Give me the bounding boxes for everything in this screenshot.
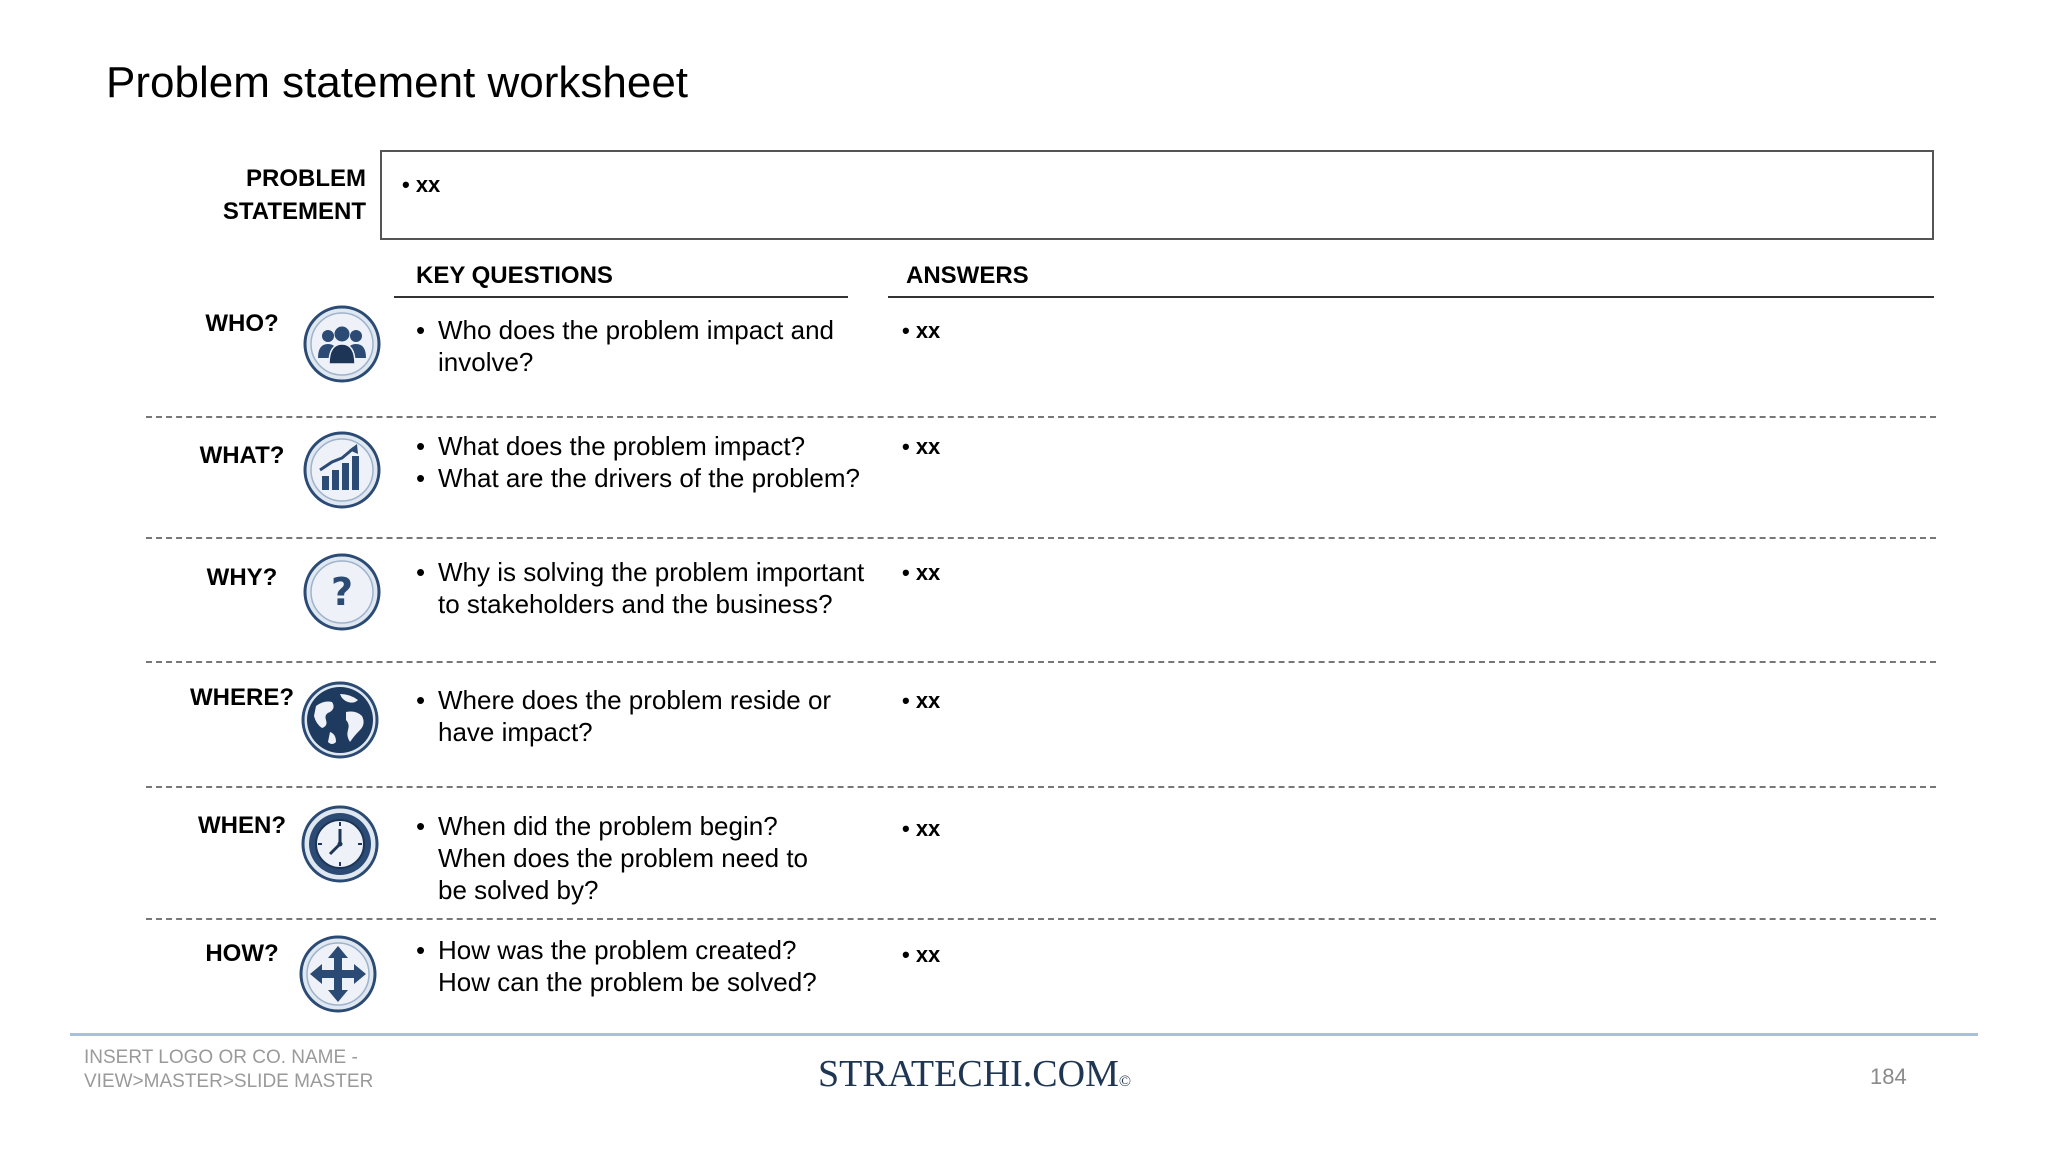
row-answer-what: • xx [902,434,941,459]
row-answer-when: • xx [902,816,941,841]
row-divider [146,416,1936,418]
question-line: • Where does the problem reside or [416,684,876,716]
answers-header: ANSWERS [888,262,1934,298]
row-divider [146,786,1936,788]
brand-name: STRATECHI.COM [818,1053,1119,1095]
row-label-when: WHEN? [198,812,286,839]
globe-icon [300,680,380,760]
row-questions-when [416,810,876,906]
brand-mark: © [1118,1073,1132,1090]
problem-statement-value: • xx [402,172,441,197]
people-icon [302,304,382,384]
row-label-who: WHO? [205,310,279,337]
row-questions-how [416,934,876,998]
row-answer-where: • xx [902,688,941,713]
row-label-why: WHY? [206,564,278,591]
question-line: • How was the problem created? [416,934,876,966]
key-questions-header: KEY QUESTIONS [394,262,848,298]
row-questions-why [416,556,876,620]
clock-icon [300,804,380,884]
question-line: have impact? [438,717,593,747]
question-line: be solved by? [438,875,599,905]
page-title: Problem statement worksheet [106,58,689,107]
footer-logo-placeholder [84,1046,373,1094]
footer-left-line1: INSERT LOGO OR CO. NAME - [84,1047,358,1068]
row-answer-why: • xx [902,560,941,585]
row-answer-who: • xx [902,318,941,343]
bar-chart-icon [302,430,382,510]
brand-logo [818,1052,1131,1096]
question-line: How can the problem be solved? [438,967,817,997]
question-line: • What does the problem impact? [416,430,876,462]
problem-statement-label-line1: PROBLEM [246,165,366,192]
question-line: • When did the problem begin? [416,810,876,842]
question-line: involve? [438,347,534,377]
row-label-where: WHERE? [190,684,294,711]
question-mark-icon [302,552,382,632]
row-questions-what [416,430,876,494]
row-answer-how: • xx [902,942,941,967]
question-line: • Who does the problem impact and [416,314,876,346]
question-line: • What are the drivers of the problem? [416,462,876,494]
problem-statement-label [140,162,366,228]
svg-text:?: ? [330,570,354,614]
row-divider [146,537,1936,539]
footer-rule [70,1033,1978,1036]
row-divider [146,918,1936,920]
problem-statement-label-line2: STATEMENT [222,198,366,225]
directions-arrows-icon [298,934,378,1014]
question-line: When does the problem need to [438,843,809,873]
problem-statement-box [380,150,1934,240]
page-number: 184 [1870,1064,1907,1089]
row-divider [146,661,1936,663]
row-label-what: WHAT? [199,442,285,469]
question-line: • Why is solving the problem important [416,556,876,588]
footer-left-line2: VIEW>MASTER>SLIDE MASTER [84,1071,374,1092]
row-label-how: HOW? [205,940,279,967]
question-line: to stakeholders and the business? [438,589,833,619]
row-questions-who [416,314,876,378]
row-questions-where [416,684,876,748]
